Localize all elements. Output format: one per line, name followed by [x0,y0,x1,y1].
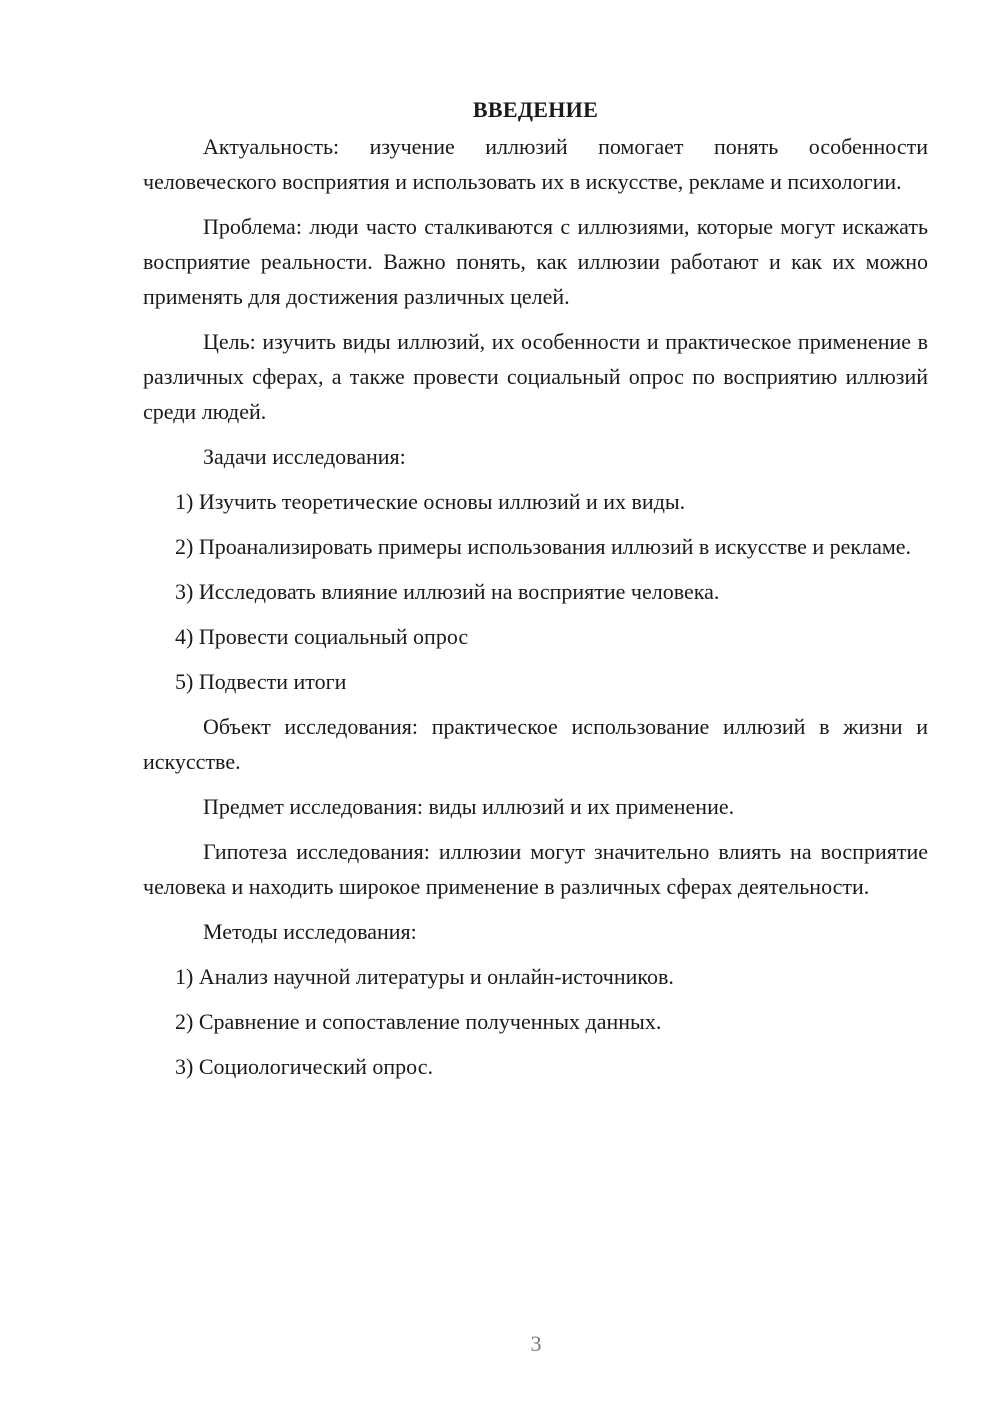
paragraph: Объект исследования: практическое использование иллюзий в жизни и искусстве. [143,714,928,774]
list-item: 1) Изучить теоретические основы иллюзий и их виды. [175,489,686,514]
page-number: 3 [530,1331,542,1356]
list-item: 2) Сравнение и сопоставление полученных данных. [175,1009,662,1034]
paragraph: Цель: изучить виды иллюзий, их особенности и практическое применение в различных сферах, а также провести социальный опрос по восприятию иллюзий среди людей. [143,329,928,424]
paragraph: Методы исследования: [203,919,417,944]
paragraph: Гипотеза исследования: иллюзии могут значительно влиять на восприятие человека и находить широкое применение в различных сферах деятельности. [143,839,928,899]
list-item: 2) Проанализировать примеры использования иллюзий в искусстве и рекламе. [175,534,912,559]
paragraph: Проблема: люди часто сталкиваются с иллюзиями, которые могут искажать восприятие реальности. Важно понять, как иллюзии работают и как их можно применять для достижения различных целей. [143,214,928,309]
list-item: 1) Анализ научной литературы и онлайн-источников. [175,964,674,989]
list-item: 4) Провести социальный опрос [175,624,469,649]
list-item: 3) Социологический опрос. [175,1054,433,1079]
document-body [143,92,928,1094]
list-item: 5) Подвести итоги [175,669,347,694]
list-item: 3) Исследовать влияние иллюзий на восприятие человека. [175,579,720,604]
paragraph: Актуальность: изучение иллюзий помогает понять особенности человеческого восприятия и использовать их в искусстве, рекламе и психологии. [143,134,928,194]
section-title: ВВЕДЕНИЕ [472,97,599,122]
paragraph: Задачи исследования: [203,444,406,469]
paragraph: Предмет исследования: виды иллюзий и их применение. [203,794,735,819]
section-text [143,129,928,1084]
